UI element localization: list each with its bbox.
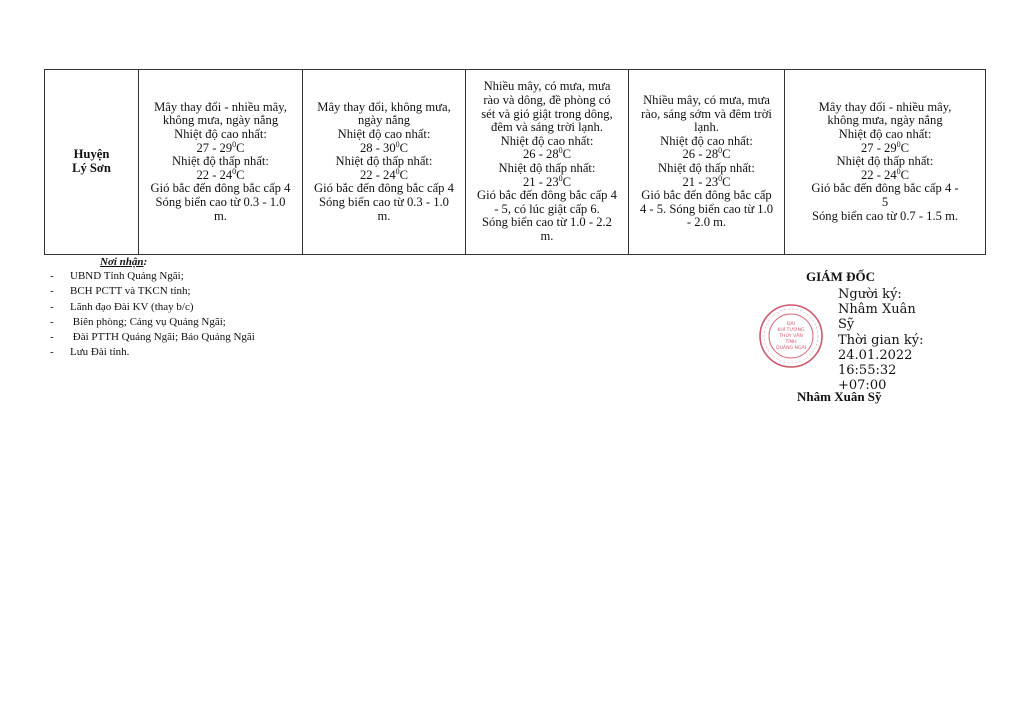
table-row	[45, 70, 986, 255]
forecast-day-2	[303, 70, 466, 255]
sign-date: 24.01.2022	[838, 347, 913, 363]
forecast-line: Mây thay đổi - nhiều mây,	[818, 99, 952, 114]
recipient-text: Biên phòng; Cảng vụ Quảng Ngãi;	[70, 315, 226, 328]
recipient-text: Đài PTTH Quảng Ngãi; Báo Quảng Ngãi	[70, 331, 255, 344]
forecast-line: - 2.0 m.	[686, 215, 727, 230]
forecast-day-1	[139, 70, 303, 255]
forecast-day-5	[785, 70, 986, 255]
forecast-line: rào và dông, đề phòng có	[483, 93, 611, 108]
district-cell	[45, 70, 139, 255]
degree-superscript: 0	[232, 166, 237, 176]
forecast-line: Gió bắc đến đông bắc cấp	[641, 188, 772, 203]
forecast-line: Sóng biển cao từ 0.3 - 1.0	[155, 194, 286, 209]
forecast-line: Nhiều mây, có mưa, mưa	[643, 93, 770, 108]
forecast-line: Nhiệt độ thấp nhất:	[335, 154, 433, 169]
forecast-line: - 5, có lúc giật cấp 6.	[494, 201, 600, 216]
forecast-line: Gió bắc đến đông bắc cấp 4	[477, 188, 617, 203]
recipients-title-colon: :	[143, 256, 148, 268]
sign-time-label: Thời gian ký:	[838, 332, 924, 348]
recipient-item	[50, 300, 255, 315]
recipient-bullet: -	[50, 285, 54, 298]
forecast-line: $22 - 24^0C$	[359, 166, 409, 182]
forecast-line: m.	[214, 208, 227, 223]
forecast-line: lạnh.	[694, 120, 719, 135]
recipient-text: BCH PCTT và TKCN tỉnh;	[70, 285, 191, 298]
signer-label: Người ký:	[838, 287, 902, 302]
recipient-bullet: -	[50, 315, 54, 328]
forecast-line: Nhiệt độ cao nhất:	[337, 127, 431, 142]
forecast-line: $26 - 28^0C$	[682, 146, 731, 162]
forecast-line: $27 - 29^0C$	[860, 139, 910, 155]
forecast-line: Mây thay đổi, không mưa,	[317, 99, 451, 114]
recipient-bullet: -	[50, 331, 54, 344]
recipient-bullet: -	[50, 346, 54, 359]
forecast-line: Nhiệt độ cao nhất:	[660, 133, 753, 148]
forecast-line: ngày nắng	[357, 113, 411, 128]
forecast-table	[44, 69, 986, 255]
forecast-line: Nhiệt độ cao nhất:	[174, 127, 267, 142]
svg-text:THỦY VĂN: THỦY VĂN	[779, 334, 803, 339]
digital-signature-info	[838, 287, 924, 393]
forecast-line: m.	[377, 208, 391, 223]
degree-superscript: 0	[718, 146, 723, 156]
forecast-line: 5	[881, 194, 889, 209]
forecast-line: $22 - 24^0C$	[860, 166, 910, 182]
forecast-line: $27 - 29^0C$	[196, 139, 245, 155]
forecast-line: Gió bắc đến đông bắc cấp 4 -	[811, 181, 959, 196]
forecast-line: Mây thay đổi - nhiều mây,	[154, 99, 287, 114]
signer-full-name: Nhâm Xuân Sỹ	[797, 389, 882, 404]
degree-superscript: 0	[718, 173, 723, 183]
forecast-line: Gió bắc đến đông bắc cấp 4	[314, 181, 454, 196]
recipients-block	[50, 256, 255, 361]
recipients-title	[100, 256, 255, 269]
forecast-line: $21 - 23^0C$	[682, 173, 731, 189]
recipient-text: UBND Tỉnh Quảng Ngãi;	[70, 270, 184, 282]
forecast-line: sét và gió giật trong dông,	[481, 106, 613, 121]
recipient-text: Lưu Đài tỉnh.	[70, 346, 130, 359]
forecast-line: $21 - 23^0C$	[522, 173, 572, 189]
recipient-item	[50, 345, 255, 360]
forecast-line: Sóng biển cao từ 1.0 - 2.2	[482, 215, 612, 230]
recipient-bullet: -	[50, 270, 54, 282]
forecast-line: 4 - 5. Sóng biển cao từ 1.0	[639, 201, 774, 216]
signer-name-line2: Sỹ	[838, 317, 855, 333]
director-title: GIÁM ĐỐC	[806, 269, 875, 284]
recipient-bullet: -	[50, 300, 54, 313]
sign-timezone: +07:00	[838, 378, 887, 394]
forecast-line: Sóng biển cao từ 0.3 - 1.0	[319, 194, 449, 209]
forecast-line: không mưa, ngày nắng	[162, 113, 279, 128]
forecast-line: $26 - 28^0C$	[522, 146, 572, 162]
forecast-line: Gió bắc đến đông bắc cấp 4	[150, 181, 291, 196]
degree-superscript: 0	[558, 173, 563, 183]
forecast-line: Nhiệt độ thấp nhất:	[658, 161, 755, 175]
forecast-line: m.	[540, 228, 554, 243]
recipient-list	[50, 269, 255, 361]
forecast-line: Nhiệt độ thấp nhất:	[836, 154, 934, 169]
forecast-line: $28 - 30^0C$	[359, 139, 409, 155]
forecast-line: $22 - 24^0C$	[196, 166, 245, 182]
degree-superscript: 0	[896, 166, 901, 176]
forecast-line: Nhiệt độ cao nhất:	[500, 133, 594, 148]
degree-superscript: 0	[232, 139, 237, 149]
forecast-line: Nhiệt độ cao nhất:	[838, 127, 932, 142]
official-stamp	[758, 303, 824, 369]
district-name: Lý Sơn	[72, 161, 111, 175]
recipient-item	[50, 315, 255, 330]
forecast-line: Nhiệt độ thấp nhất:	[498, 161, 596, 175]
degree-superscript: 0	[395, 166, 400, 176]
forecast-day-4	[629, 70, 785, 255]
forecast-day-3	[466, 70, 629, 255]
forecast-line: rào, sáng sớm và đêm trời	[641, 106, 772, 121]
recipient-item	[50, 330, 255, 345]
svg-text:ĐÀI: ĐÀI	[787, 322, 795, 327]
forecast-line: đêm và sáng trời lạnh.	[491, 120, 603, 135]
forecast-line: Nhiều mây, có mưa, mưa	[483, 79, 611, 94]
svg-text:QUẢNG NGÃI: QUẢNG NGÃI	[775, 346, 807, 351]
signer-name-line1: Nhâm Xuân	[838, 302, 916, 318]
district-label: Huyện	[73, 147, 110, 162]
recipients-title-text: Nơi nhận	[100, 256, 144, 268]
degree-superscript: 0	[896, 139, 901, 149]
recipient-item	[50, 284, 255, 299]
recipient-item	[50, 269, 255, 284]
forecast-line: Sóng biển cao từ 0.7 - 1.5 m.	[811, 208, 959, 223]
forecast-line: Nhiệt độ thấp nhất:	[172, 154, 269, 169]
svg-text:KHÍ TƯỢNG: KHÍ TƯỢNG	[777, 328, 805, 333]
svg-text:TỈNH: TỈNH	[785, 340, 797, 345]
forecast-line: không mưa, ngày nắng	[827, 113, 943, 128]
recipient-text: Lãnh đạo Đài KV (thay b/c)	[70, 300, 194, 313]
sign-time: 16:55:32	[838, 363, 897, 379]
degree-superscript: 0	[395, 139, 400, 149]
degree-superscript: 0	[558, 146, 563, 156]
